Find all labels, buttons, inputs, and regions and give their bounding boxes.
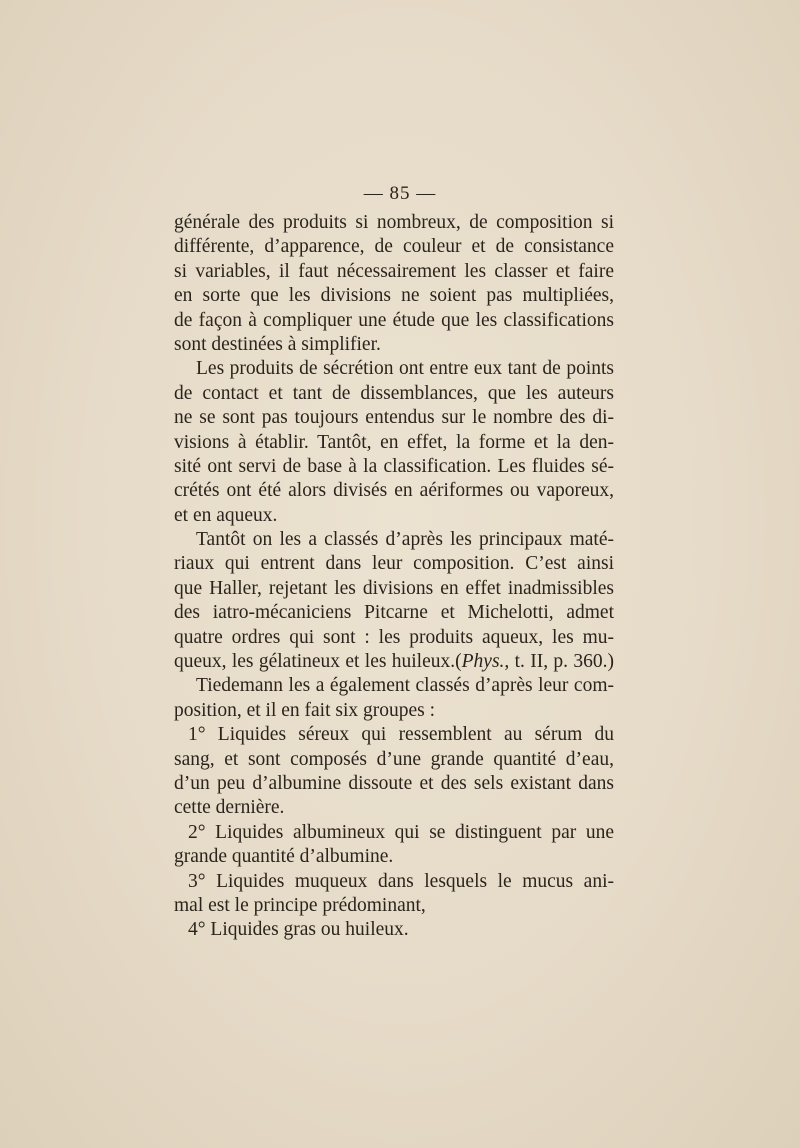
text-line: et en aqueux. bbox=[174, 504, 278, 526]
text-fragment: queux, les gélatineux et les huileux. bbox=[174, 651, 456, 673]
text-line: crétés ont été alors divisés en aériformes ou vaporeux, bbox=[174, 480, 614, 502]
text-line: Tiedemann les a également classés d’après leur com- bbox=[196, 675, 614, 697]
list-item-line: 3° Liquides muqueux dans lesquels le mucus ani- bbox=[188, 870, 614, 892]
text-line: Les produits de sécrétion ont entre eux tant de points bbox=[196, 358, 614, 380]
text-line: si variables, il faut nécessairement les classer et faire bbox=[174, 260, 614, 282]
text-line: d’un peu d’albumine dissoute et des sels existant dans bbox=[174, 772, 614, 794]
text-line: de façon à compliquer une étude que les classifications bbox=[174, 309, 614, 331]
body-text bbox=[174, 211, 614, 943]
text-line: ne se sont pas toujours entendus sur le nombre des di- bbox=[174, 407, 614, 429]
list-item-line: 2° Liquides albumineux qui se distinguent par une bbox=[188, 821, 614, 843]
text-line: sité ont servi de base à la classification. Les fluides sé- bbox=[174, 455, 614, 477]
text-line: que Haller, rejetant les divisions en effet inadmissibles bbox=[174, 577, 614, 599]
text-line-with-citation bbox=[174, 650, 614, 674]
text-line: en sorte que les divisions ne soient pas multipliées, bbox=[174, 285, 614, 307]
text-line: différente, d’apparence, de couleur et de consistance bbox=[174, 236, 614, 258]
text-line: générale des produits si nombreux, de composition si bbox=[174, 212, 614, 233]
text-line: cette dernière. bbox=[174, 797, 285, 819]
page-number: — 85 — bbox=[363, 183, 437, 204]
list-item-line: 4° Liquides gras ou huileux. bbox=[188, 919, 409, 941]
text-line: mal est le principe prédominant, bbox=[174, 894, 426, 916]
list-item-line: 1° Liquides séreux qui ressemblent au sérum du bbox=[188, 724, 614, 746]
text-line: position, et il en fait six groupes : bbox=[174, 699, 436, 721]
text-line: sont destinées à simplifier. bbox=[174, 333, 381, 355]
text-line: riaux qui entrent dans leur composition. C’est ainsi bbox=[174, 553, 614, 575]
text-line: sang, et sont composés d’une grande quantité d’eau, bbox=[174, 748, 614, 770]
text-line: de contact et tant de dissemblances, que les auteurs bbox=[174, 382, 614, 404]
citation-rest: , t. II, p. 360.) bbox=[504, 651, 614, 673]
text-line: quatre ordres qui sont : les produits aqueux, les mu- bbox=[174, 626, 614, 648]
citation-open: ( bbox=[455, 651, 462, 673]
citation-work: Phys. bbox=[461, 651, 505, 673]
text-line: des iatro-mécaniciens Pitcarne et Michelotti, admet bbox=[174, 602, 614, 624]
text-line: Tantôt on les a classés d’après les principaux maté- bbox=[196, 529, 614, 551]
text-line: visions à établir. Tantôt, en effet, la forme et la den- bbox=[174, 431, 614, 453]
text-line: grande quantité d’albumine. bbox=[174, 846, 394, 868]
